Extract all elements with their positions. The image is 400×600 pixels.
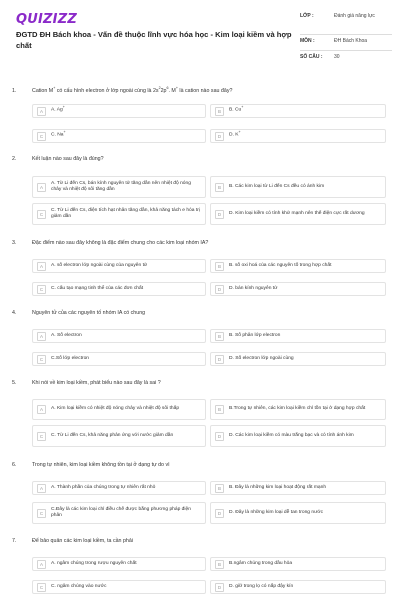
option-c[interactable] [32,580,206,594]
meta-row-subject [300,38,392,51]
option-b[interactable] [210,259,386,273]
question-4 [12,310,392,316]
option-a[interactable] [32,557,206,571]
question-number: 1. [12,88,17,94]
question-2 [12,156,392,162]
option-text: B. Các kim loại từ Li đến Cs đều có ánh kim [229,183,325,189]
option-text: A. ngâm chúng trong rượu nguyên chất [51,560,137,566]
option-c[interactable] [32,282,206,296]
option-letter: D [215,509,224,518]
option-letter: B [215,262,224,271]
option-letter: D [215,210,224,219]
option-letter: B [215,107,224,116]
option-letter: D [215,132,224,141]
option-c[interactable] [32,502,206,524]
question-text: Trong tự nhiên, kim loại kiềm không tồn tại ở dạng tự do vì [32,462,170,468]
option-a[interactable] [32,104,206,118]
option-letter: C [37,583,46,592]
question-number: 6. [12,462,17,468]
option-a[interactable] [32,399,206,420]
option-text: D. bán kính nguyên tử [229,285,278,291]
option-d[interactable] [210,580,386,594]
option-text: B.ngâm chúng trong dầu hỏa [229,560,293,566]
option-c[interactable] [32,352,206,366]
question-number: 2. [12,156,17,162]
option-b[interactable] [210,329,386,343]
option-text: C.Số lớp electron [51,355,90,361]
question-7 [12,538,392,544]
option-letter: D [215,355,224,364]
question-text: Để bảo quản các kim loại kiềm, ta cần phải [32,538,133,544]
option-text: C. Na+ [51,130,66,139]
option-d[interactable] [210,425,386,447]
option-text: D. Các kim loại kiềm có màu trắng bạc và có tính ánh kim [229,432,354,438]
meta-value: ĐH Bách Khoa [334,38,368,44]
option-b[interactable] [210,104,386,118]
meta-panel [300,13,392,69]
question-text: Khi nói về kim loại kiềm, phát biểu nào sau đây là sai ? [32,380,161,386]
option-d[interactable] [210,502,386,524]
question-text: Nguyên tử của các nguyên tố nhóm IA có chung [32,310,146,316]
option-text: B. Số phân lớp electron [229,332,281,338]
question-5 [12,380,392,386]
option-letter: A [37,107,46,116]
option-letter: A [37,484,46,493]
option-text: A. Thành phần của chúng trong tự nhiên rất nhỏ [51,484,156,490]
option-letter: D [215,432,224,441]
option-d[interactable] [210,352,386,366]
option-letter: A [37,183,46,192]
option-letter: A [37,560,46,569]
option-d[interactable] [210,129,386,143]
question-text: Cation M+ có cấu hình electron ở lớp ngoài cùng là $2s^22p^6$. M+ là cation nào sau đây? [32,86,233,94]
option-text: D. giữ trong lọ có nắp đậy kín [229,583,294,589]
option-text: D. Kim loại kiềm có tính khử mạnh nên thế điện cực rất dương [229,210,365,216]
question-6 [12,462,392,468]
option-text: C. Từ Li đến Cs, điện tích hạt nhân tăng dần, khả năng tách e hóa trị giảm dần [51,207,200,219]
option-b[interactable] [210,399,386,420]
meta-key: SỐ CÂU : [300,54,323,60]
option-letter: A [37,332,46,341]
option-letter: B [215,560,224,569]
option-letter: B [215,183,224,192]
option-letter: C [37,210,46,219]
option-c[interactable] [32,203,206,225]
question-number: 7. [12,538,17,544]
question-text: Kết luận nào sau đây là đúng? [32,156,104,162]
option-text: C.Đây là các kim loại chỉ điều chế được bằng phương pháp điện phân [51,506,191,518]
meta-row-count [300,54,392,66]
option-text: B. Đây là những kim loại hoạt động rất mạnh [229,484,327,490]
option-letter: B [215,332,224,341]
option-text: A. số electron lớp ngoài cùng của nguyên tử [51,262,148,268]
option-letter: A [37,405,46,414]
option-text: C. ngâm chúng vào nước [51,583,107,589]
option-letter: C [37,132,46,141]
quizizz-logo: QUIZIZZ [16,12,77,27]
option-text: D. Đây là những kim loại dễ tan trong nước [229,509,324,515]
question-text: Đặc điểm nào sau đây không là đặc điểm chung cho các kim loại nhóm IA? [32,240,209,246]
option-a[interactable] [32,481,206,495]
option-text: A. Từ Li đến Cs, bán kính nguyên tử tăng dần nên nhiệt độ nóng chảy và nhiệt độ sôi tăng dần [51,180,191,192]
option-letter: C [37,432,46,441]
meta-value: Đánh giá năng lực [334,13,375,19]
option-letter: B [215,484,224,493]
option-d[interactable] [210,203,386,225]
option-letter: C [37,285,46,294]
question-number: 4. [12,310,17,316]
option-letter: C [37,509,46,518]
question-3 [12,240,392,246]
option-a[interactable] [32,176,206,198]
option-text: A. Kim loại kiềm có nhiệt độ nóng chảy và nhiệt độ sôi thấp [51,406,180,412]
option-text: A. Số electron [51,332,82,338]
option-text: B.Trong tự nhiên, các kim loại kiềm chỉ tồn tại ở dạng hợp chất [229,406,366,412]
option-a[interactable] [32,259,206,273]
option-text: D. Số electron lớp ngoài cùng [229,355,294,361]
option-text: A. Ag+ [51,105,65,114]
option-text: D. K+ [229,130,241,139]
option-text: C. Từ Li đến Cs, khả năng phản ứng với nước giảm dần [51,432,174,438]
option-c[interactable] [32,425,206,447]
meta-value: 30 [334,54,340,60]
option-text: B. Cu+ [229,105,244,114]
option-text: B. số oxi hoá của các nguyên tố trong hợp chất [229,262,332,268]
question-1 [12,88,392,94]
option-letter: B [215,405,224,414]
option-b[interactable] [210,481,386,495]
option-text: C. cấu tạo mạng tinh thể của các đơn chất [51,285,144,291]
option-b[interactable] [210,176,386,198]
meta-key: MÔN : [300,38,315,44]
option-d[interactable] [210,282,386,296]
worksheet-header [0,0,400,76]
option-letter: C [37,355,46,364]
question-number: 5. [12,380,17,386]
option-letter: D [215,583,224,592]
option-letter: A [37,262,46,271]
option-b[interactable] [210,557,386,571]
page-title: ĐGTD ĐH Bách khoa - Vấn đề thuộc lĩnh vực hóa học - Kim loại kiềm và hợp chất [16,30,292,50]
question-number: 3. [12,240,17,246]
meta-row-class [300,13,392,35]
option-c[interactable] [32,129,206,143]
option-a[interactable] [32,329,206,343]
option-letter: D [215,285,224,294]
meta-key: LỚP : [300,13,314,19]
